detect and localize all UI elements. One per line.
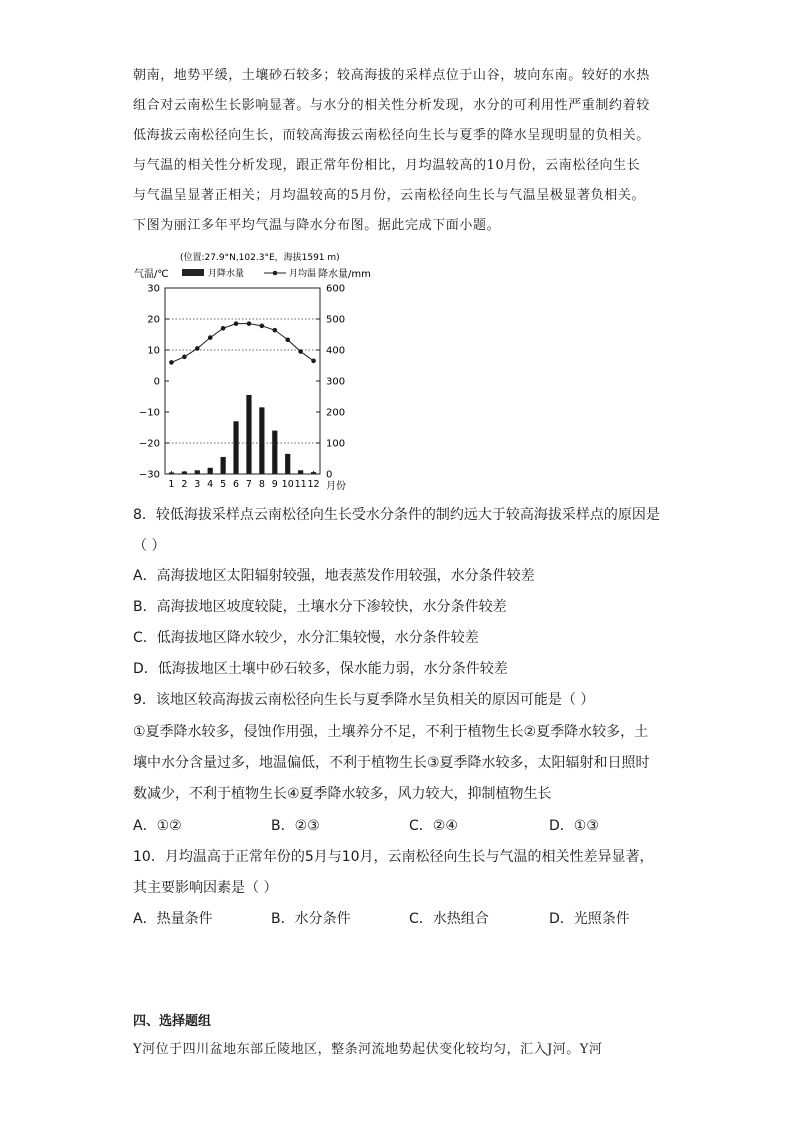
- y-left-tick-label: −10: [138, 407, 160, 419]
- y-left-tick-label: 10: [147, 345, 160, 357]
- question-10-option-a[interactable]: A．热量条件: [133, 911, 213, 927]
- temperature-point: [195, 346, 200, 351]
- y-left-tick-label: −30: [138, 469, 160, 481]
- question-9-stem: 9．该地区较高海拔云南松径向生长与夏季降水呈负相关的原因可能是（ ）: [133, 692, 595, 708]
- question-9-option-c[interactable]: C．②④: [409, 818, 458, 834]
- chart-annotation: (位置:27.9°N,102.3°E，海拔1591 m): [180, 253, 340, 263]
- question-8-option-d[interactable]: D．低海拔地区土壤中砂石较多，保水能力弱，水分条件较差: [133, 661, 508, 677]
- question-10-stem-line: 其主要影响因素是（ ）: [133, 880, 278, 896]
- intro-line: 组合对云南松生长影响显著。与水分的相关性分析发现，水分的可利用性严重制约着较: [133, 98, 650, 113]
- y-right-tick-label: 500: [326, 314, 346, 326]
- x-tick-label: 11: [294, 479, 307, 490]
- temperature-point: [272, 328, 277, 333]
- precipitation-bar: [259, 407, 264, 474]
- question-10-option-b[interactable]: B．水分条件: [271, 911, 351, 927]
- temperature-point: [285, 337, 290, 342]
- plot-frame: [165, 288, 320, 474]
- y-right-tick-label: 0: [326, 469, 333, 481]
- temperature-point: [311, 359, 316, 364]
- precipitation-bar: [272, 431, 277, 474]
- x-tick-label: 4: [207, 479, 214, 490]
- y-right-tick-label: 300: [326, 376, 346, 388]
- temperature-point: [208, 335, 213, 340]
- y-left-tick-label: −20: [138, 438, 160, 450]
- x-axis-label: 月份: [326, 481, 346, 492]
- y-right-tick-label: 200: [326, 407, 346, 419]
- intro-line: 与气温的相关性分析发现，跟正常年份相比，月均温较高的10月份，云南松径向生长: [133, 158, 641, 173]
- question-10-option-c[interactable]: C．水热组合: [409, 911, 489, 927]
- x-tick-label: 9: [271, 479, 278, 490]
- x-tick-label: 12: [307, 479, 320, 490]
- intro-line: 朝南，地势平缓，土壤砂石较多；较高海拔的采样点位于山谷，坡向东南。较好的水热: [133, 68, 650, 83]
- x-tick-label: 7: [245, 479, 252, 490]
- legend-line-marker: [273, 271, 278, 276]
- x-tick-label: 1: [168, 479, 175, 490]
- question-9-option-d[interactable]: D．①③: [549, 818, 599, 834]
- temperature-line: [171, 324, 313, 363]
- legend-line-label: 月均温: [289, 269, 317, 279]
- section-intro: Y河位于四川盆地东部丘陵地区，整条河流地势起伏变化较均匀，汇入J河。Y河: [133, 1042, 603, 1057]
- x-tick-label: 2: [181, 479, 188, 490]
- y-left-label: 气温/℃: [134, 269, 169, 280]
- question-10-stem: 10．月均温高于正常年份的5月与10月，云南松径向生长与气温的相关性差异显著，: [133, 849, 654, 865]
- intro-line: 与气温呈显著正相关；月均温较高的5月份，云南松径向生长与气温呈极显著负相关。: [133, 188, 646, 203]
- x-tick-label: 6: [233, 479, 240, 490]
- y-left-tick-label: 0: [153, 376, 160, 388]
- intro-line: 低海拔云南松径向生长，而较高海拔云南松径向生长与夏季的降水呈现明显的负相关。: [133, 128, 650, 143]
- temperature-point: [247, 321, 252, 326]
- temperature-point: [221, 326, 226, 331]
- question-9-statement-line: 数减少，不利于植物生长④夏季降水较多，风力较大，抑制植物生长: [133, 786, 552, 802]
- section-title: 四、选择题组: [133, 1014, 212, 1029]
- intro-line: 下图为丽江多年平均气温与降水分布图。据此完成下面小题。: [133, 218, 501, 233]
- question-9-option-a[interactable]: A．①②: [133, 818, 182, 834]
- climate-chart: [130, 248, 530, 493]
- y-left-tick-label: 20: [147, 314, 160, 326]
- legend-bar-label: 月降水量: [208, 269, 245, 279]
- y-right-tick-label: 100: [326, 438, 346, 450]
- y-left-tick-label: 30: [147, 283, 160, 295]
- y-right-tick-label: 600: [326, 283, 346, 295]
- temperature-point: [260, 324, 265, 329]
- temperature-point: [298, 349, 303, 354]
- y-right-tick-label: 400: [326, 345, 346, 357]
- y-right-label: 降水量/mm: [318, 269, 371, 280]
- question-8-option-c[interactable]: C．低海拔地区降水较少，水分汇集较慢，水分条件较差: [133, 630, 479, 646]
- precipitation-bar: [233, 421, 238, 474]
- temperature-point: [169, 360, 174, 365]
- x-tick-label: 10: [281, 479, 294, 490]
- question-10-option-d[interactable]: D．光照条件: [549, 911, 630, 927]
- question-8-option-a[interactable]: A．高海拔地区太阳辐射较强，地表蒸发作用较强，水分条件较差: [133, 568, 535, 584]
- x-tick-label: 5: [220, 479, 227, 490]
- question-8-stem: 8．较低海拔采样点云南松径向生长受水分条件的制约远大于较高海拔采样点的原因是: [133, 507, 660, 523]
- intro-paragraph: [133, 61, 663, 241]
- question-8-stem-bracket: （ ）: [133, 538, 166, 554]
- temperature-point: [234, 321, 239, 326]
- question-9-option-b[interactable]: B．②③: [271, 818, 320, 834]
- question-9-statement-line: 壤中水分含量过多，地温偏低，不利于植物生长③夏季降水较多，太阳辐射和日照时: [133, 755, 650, 771]
- question-9-statement-line: ①夏季降水较多，侵蚀作用强，土壤养分不足，不利于植物生长②夏季降水较多，土: [133, 724, 649, 740]
- precipitation-bar: [246, 395, 251, 474]
- question-8-option-b[interactable]: B．高海拔地区坡度较陡，土壤水分下渗较快，水分条件较差: [133, 599, 507, 615]
- precipitation-bar: [285, 454, 290, 474]
- legend-bar-swatch: [182, 269, 204, 276]
- x-tick-label: 8: [258, 479, 265, 490]
- temperature-point: [182, 355, 187, 360]
- x-tick-label: 3: [194, 479, 201, 490]
